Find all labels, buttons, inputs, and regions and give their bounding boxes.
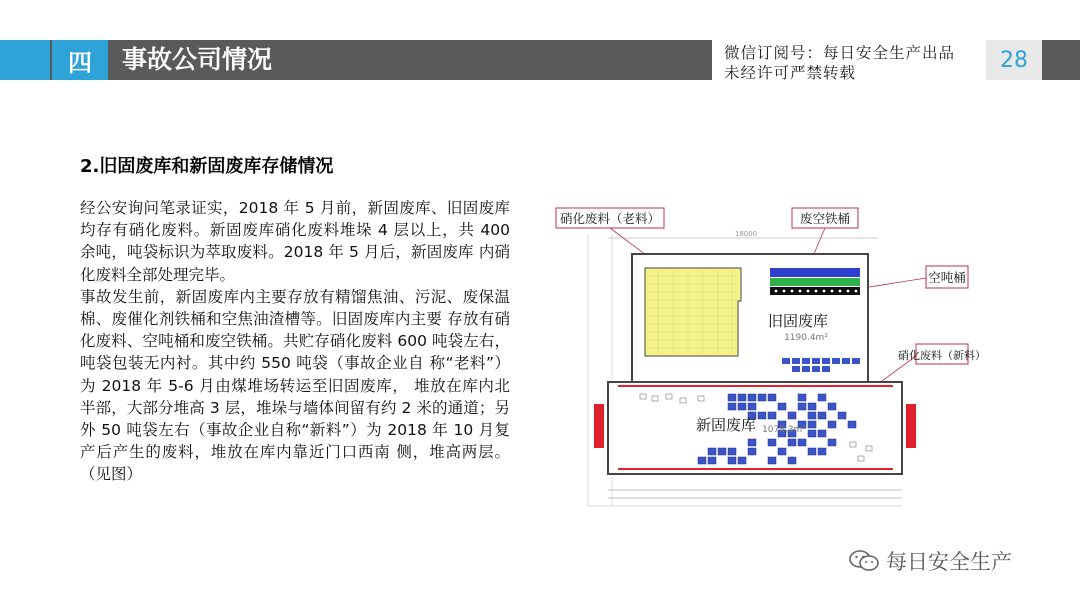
header-accent-bar xyxy=(0,40,50,80)
label-empty-ton-drum: 空吨桶 xyxy=(928,270,966,285)
section-heading: 2.旧固废库和新固废库存储情况 xyxy=(80,156,334,177)
old-material-stack xyxy=(645,268,741,356)
empty-drum-row-green xyxy=(770,278,860,286)
empty-drum-row-blue xyxy=(770,268,860,277)
source-notice-line1: 微信订阅号：每日安全生产出品 xyxy=(724,44,956,62)
watermark xyxy=(848,548,1012,574)
east-door xyxy=(906,404,916,448)
chapter-title: 事故公司情况 xyxy=(122,45,273,74)
paragraph-1: 经公安询问笔录证实，2018 年 5 月前，新固废库、旧固废库均存有硝化废料。新固废库硝化废料堆垛 4 层以上，共 400 余吨，吨袋标识为萃取废料。2018 年 5 月后，新固废库 内硝化废料全部处理完毕。 xyxy=(80,199,510,284)
header-banner-tail xyxy=(1042,40,1080,80)
label-new-material: 硝化废料（新料） xyxy=(898,349,986,362)
old-warehouse-label: 旧固废库 xyxy=(767,312,829,330)
new-warehouse-area: 1078.3m² xyxy=(762,425,806,435)
west-door xyxy=(594,404,604,448)
old-warehouse-area: 1190.4m² xyxy=(784,333,828,343)
page-number: 28 xyxy=(986,40,1042,80)
warehouse-floor-plan xyxy=(548,206,986,511)
label-empty-iron-drum: 废空铁桶 xyxy=(799,211,851,226)
body-text xyxy=(80,197,510,486)
chapter-number: 四 xyxy=(52,40,108,80)
label-old-material: 硝化废料（老料） xyxy=(559,211,661,226)
new-warehouse-label: 新固废库 xyxy=(695,416,757,434)
paragraph-2: 事故发生前，新固废库内主要存放有精馏焦油、污泥、废保温棉、废催化剂铁桶和空焦油渣槽等。旧固废库内主要 存放有硝化废料、空吨桶和废空铁桶。共贮存硝化废料 600 吨袋左右，吨袋包装无内衬。其中约 550 吨袋（事故企业自 称“老料”）为 2018 年 5-6 月由煤堆场转运至旧固废库， 堆放在库内北半部，大部分堆高 3 层，堆垛与墙体间留有约 2 米的通道；另外 50 吨袋左右（事故企业自称“新料”）为 2018 年 10 月复产后产生的废料，堆放在库内靠近门口西南 侧，堆高两层。（见图） xyxy=(80,287,510,484)
source-notice-line2: 未经许可严禁转载 xyxy=(724,64,857,82)
wechat-icon xyxy=(848,550,880,572)
watermark-text: 每日安全生产 xyxy=(886,550,1012,574)
top-dimension: 18000 xyxy=(734,230,758,238)
